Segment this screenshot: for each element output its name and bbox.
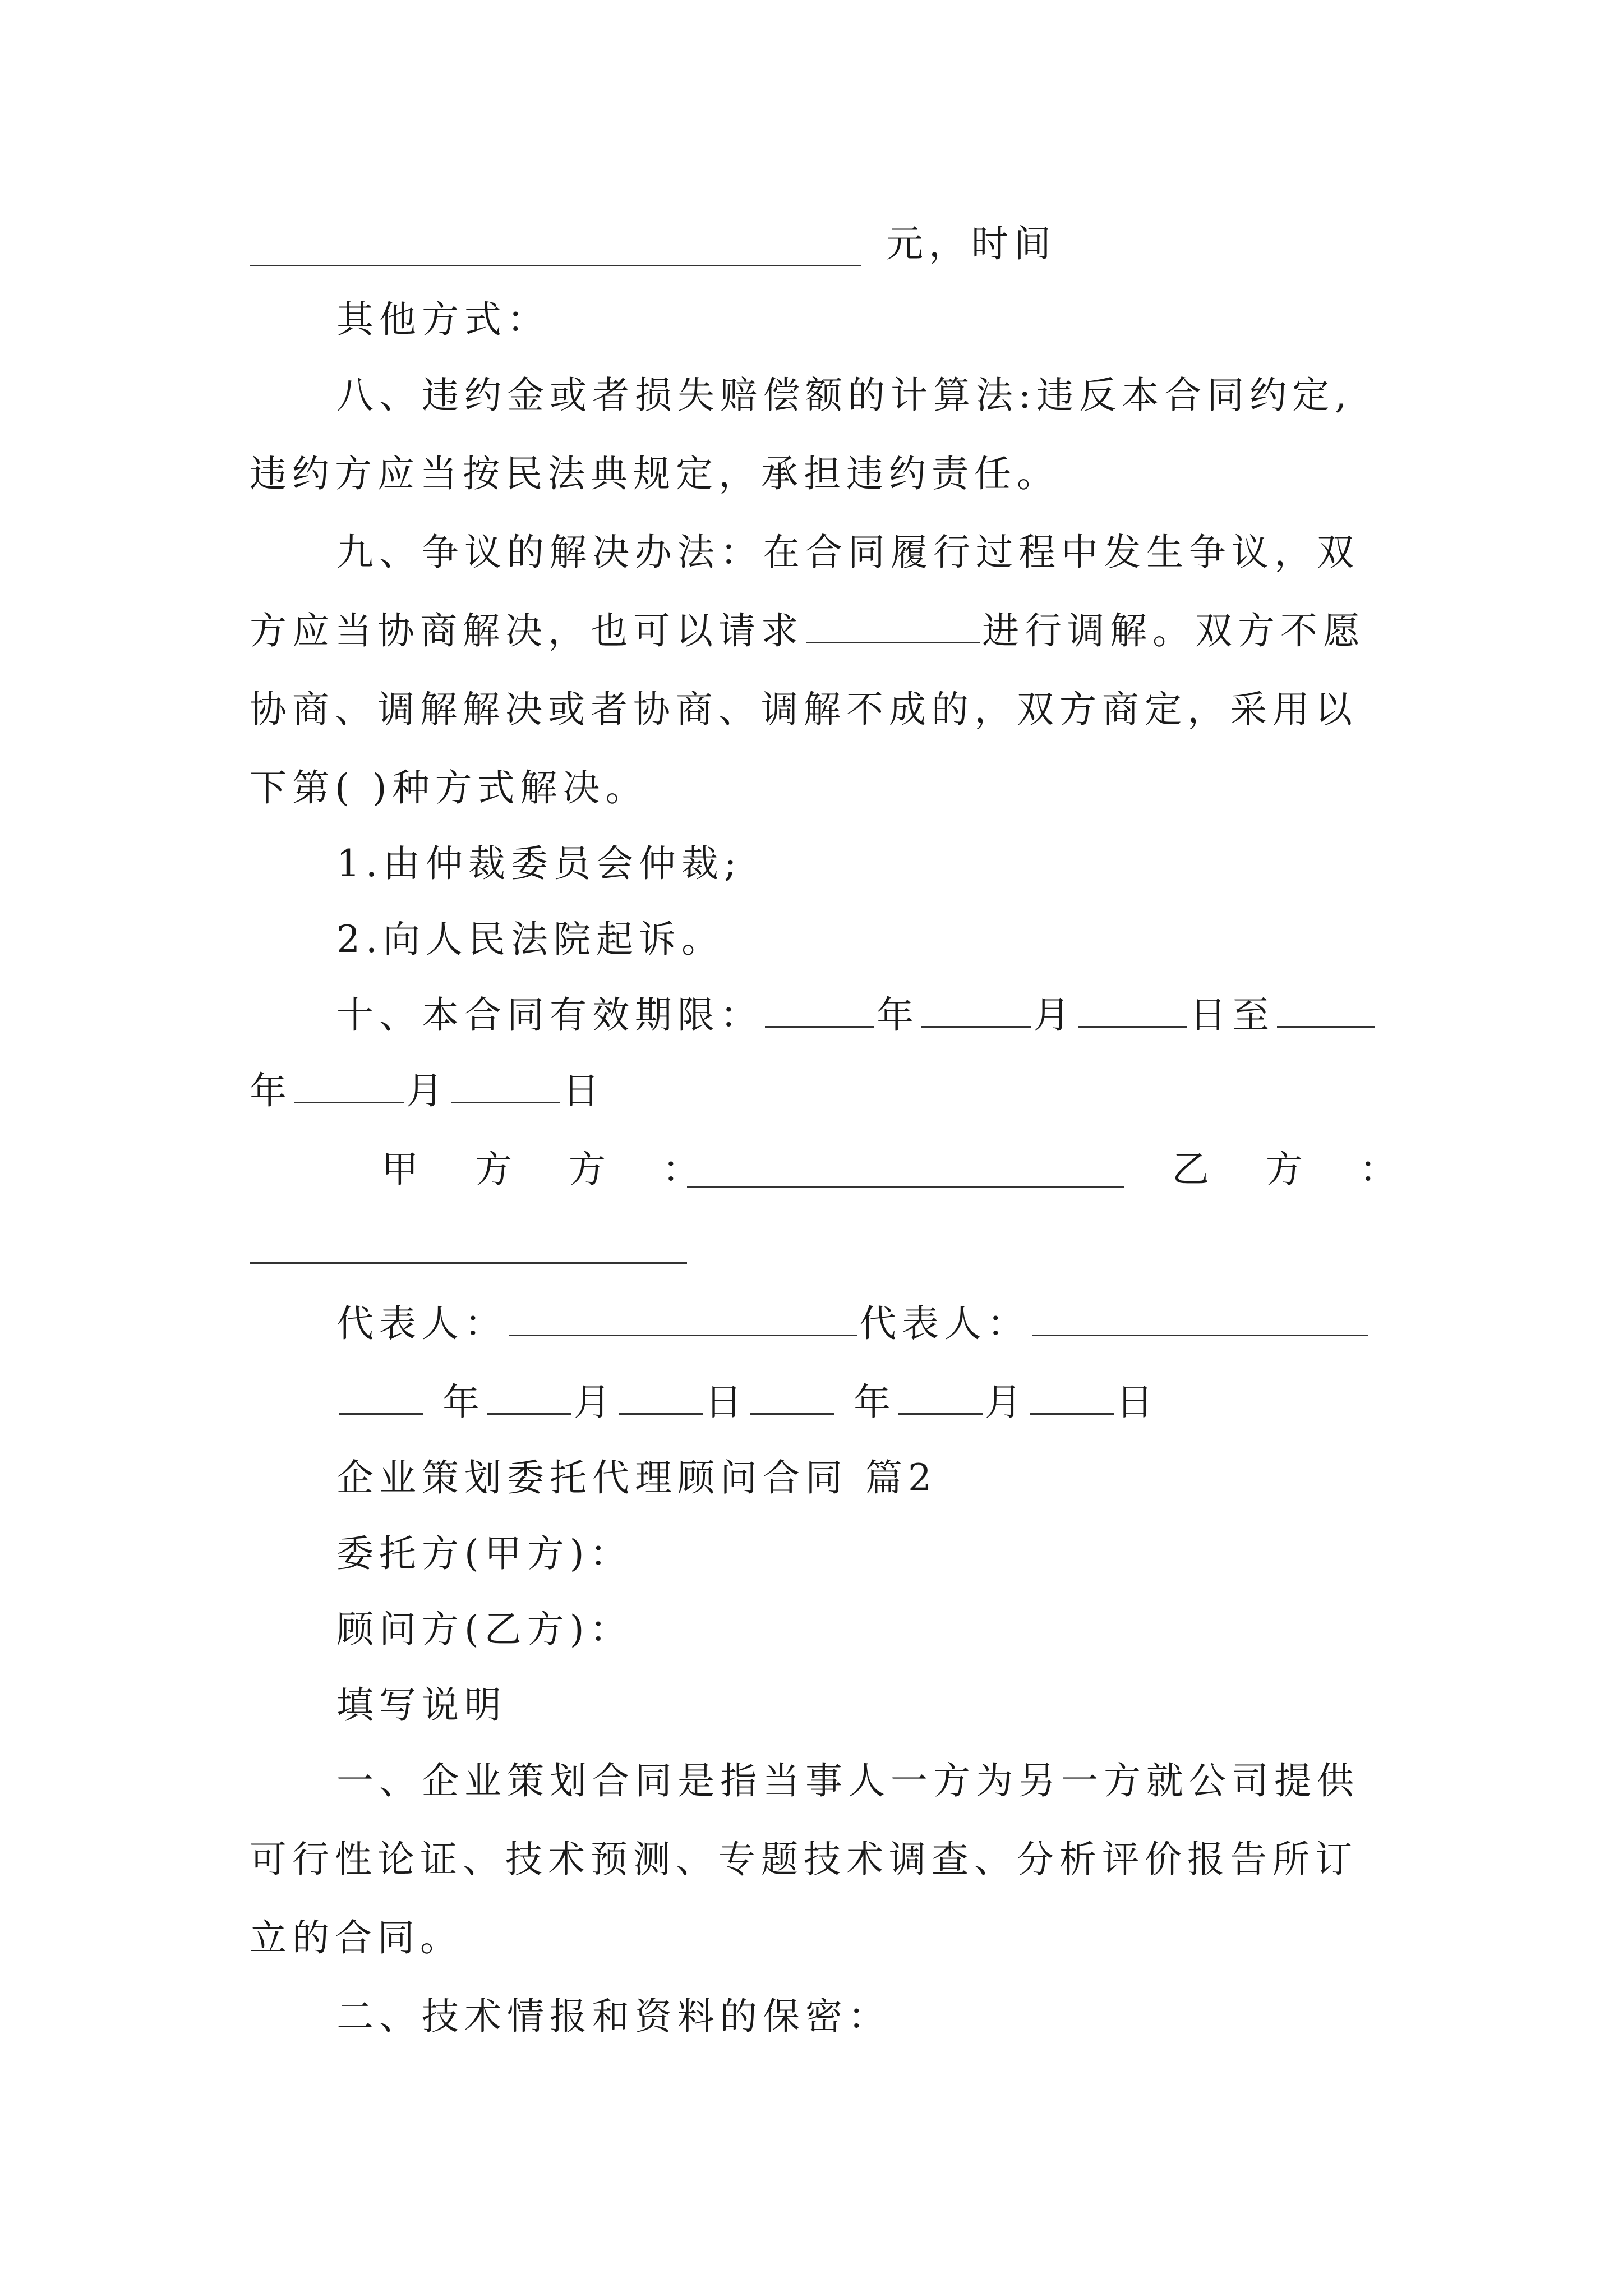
party-b-label: 乙 方 ：: [1172, 1148, 1419, 1191]
signing-dates-line: 年 月 日 年 月 日: [336, 1374, 1394, 1430]
end-day-blank[interactable]: [451, 1065, 560, 1103]
start-month-blank[interactable]: [921, 989, 1031, 1028]
contract-2-title: 企业策划委托代理顾问合同 篇2: [336, 1456, 937, 1499]
b-year-blank[interactable]: [750, 1376, 834, 1415]
clause-10-line1: 十、本合同有效期限： 年 月 日至: [336, 987, 1394, 1043]
note-1-line2: 可行性论证、技术预测、专题技术调查、分析评价报告所订: [250, 1838, 1358, 1881]
party-a-label: 甲 方 方 ：: [381, 1148, 722, 1191]
clause-9-line3: 协商、调解解决或者协商、调解不成的，双方商定，采用以: [250, 688, 1358, 731]
clause-8-line2: 违约方应当按民法典规定，承担违约责任。: [250, 452, 1059, 495]
a-year-blank[interactable]: [339, 1376, 423, 1415]
client-party-line: 委托方(甲方)：: [336, 1532, 633, 1575]
a-day-blank[interactable]: [619, 1376, 703, 1415]
end-year-blank-part1[interactable]: [1277, 989, 1375, 1028]
representatives-line: 代表人： 代表人：: [336, 1296, 1394, 1352]
clause-9-line1: 九、争议的解决办法：在合同履行过程中发生争议，双: [336, 531, 1359, 574]
option-1: 1.由仲裁委员会仲裁;: [336, 842, 743, 885]
party-a-rep-blank[interactable]: [509, 1297, 857, 1336]
option-2: 2.向人民法院起诉。: [336, 918, 724, 961]
mediator-blank[interactable]: [806, 605, 980, 643]
end-month-blank[interactable]: [294, 1065, 404, 1103]
consultant-party-line: 顾问方(乙方)：: [336, 1608, 633, 1651]
start-year-blank[interactable]: [765, 989, 874, 1028]
fill-instructions-heading: 填写说明: [336, 1683, 507, 1727]
clause-10-line2: 年 月 日: [250, 1063, 1394, 1119]
party-a-blank[interactable]: [687, 1186, 1124, 1188]
a-month-blank[interactable]: [487, 1376, 571, 1415]
amount-time-line: [886, 216, 1391, 272]
party-b-rep-blank[interactable]: [1032, 1297, 1368, 1336]
b-day-blank[interactable]: [1030, 1376, 1114, 1415]
amount-blank[interactable]: [250, 265, 861, 266]
note-1-line1: 一、企业策划合同是指当事人一方为另一方就公司提供: [336, 1759, 1359, 1802]
other-method-line: 其他方式：: [336, 298, 550, 341]
note-1-line3: 立的合同。: [250, 1916, 463, 1959]
yuan-time-text: 元，时间: [886, 222, 1057, 265]
clause-8-line1: 八、违约金或者损失赔偿额的计算法:违反本合同约定,: [336, 374, 1353, 417]
note-2-line1: 二、技术情报和资料的保密：: [336, 1995, 891, 2038]
party-b-blank[interactable]: [250, 1262, 687, 1264]
clause-9-line4: 下第( )种方式解决。: [250, 766, 648, 809]
b-month-blank[interactable]: [898, 1376, 983, 1415]
clause-9-line2: 方应当协商解决，也可以请求 进行调解。双方不愿: [250, 603, 1394, 659]
start-day-blank[interactable]: [1078, 989, 1187, 1028]
